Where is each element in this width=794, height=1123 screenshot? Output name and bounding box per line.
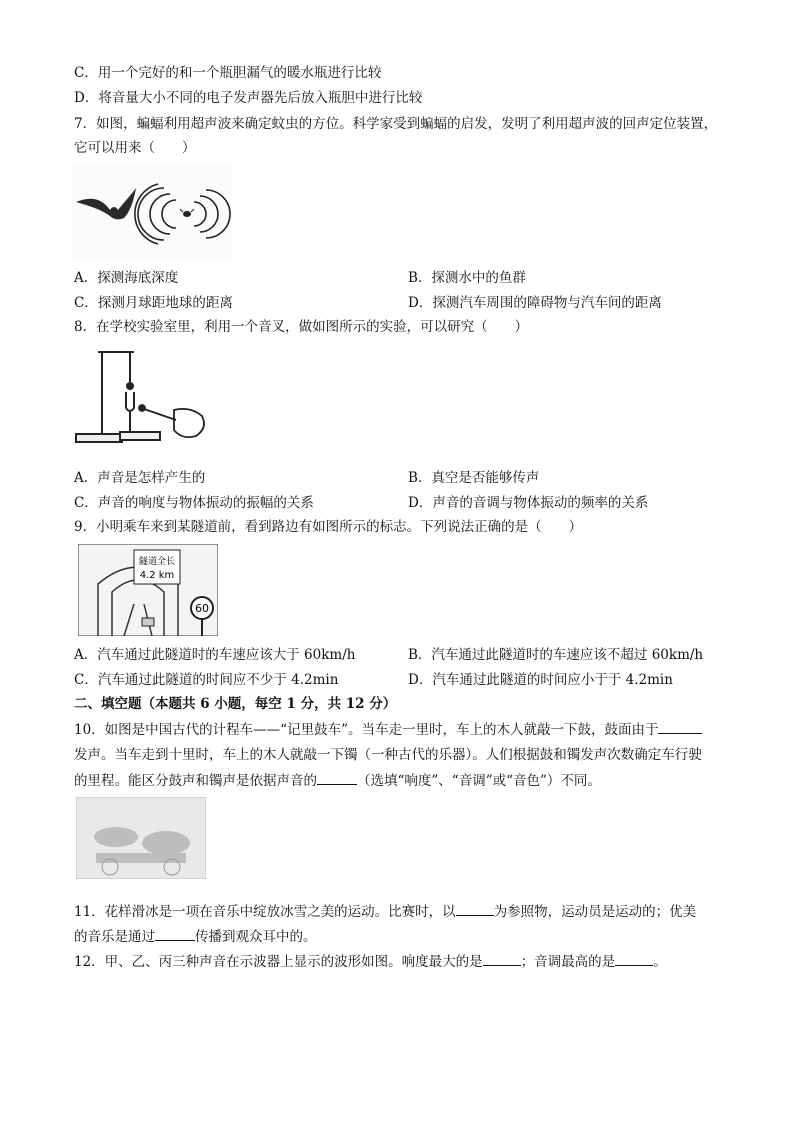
q10-text-c: （选填“响度”、“音调”或“音色”）不同。 (357, 773, 601, 789)
q10-line2: 发声。当车走到十里时，车上的木人就敲一下镯（一种古代的乐器）。人们根据鼓和镯发声次数确定车行驶 (74, 747, 702, 763)
car-icon (142, 618, 154, 626)
tuning-fork-figure (72, 344, 214, 450)
q12-line1 (74, 951, 667, 972)
q11-text-c: 的音乐是通过 (74, 929, 155, 945)
q8-option-d: D．声音的音调与物体振动的频率的关系 (408, 495, 649, 511)
tuning-fork-icon (126, 392, 134, 432)
q11-blank-2[interactable] (155, 926, 195, 941)
drum-cart-figure (76, 797, 206, 879)
q8-option-c: C．声音的响度与物体振动的振幅的关系 (74, 495, 314, 511)
q7-stem-line2: 它可以用来（ ） (74, 140, 196, 156)
q9-option-d: D．汽车通过此隧道的时间应小于于 4.2min (408, 672, 673, 688)
q10-text-a: 10．如图是中国古代的计程车——“记里鼓车”。当车走一里时，车上的木人就敲一下鼓，鼓面由于 (74, 722, 659, 738)
q9-stem: 9．小明乘车来到某隧道前，看到路边有如图所示的标志。下列说法正确的是（ ） (74, 519, 583, 535)
sign-distance: 4.2 km (139, 570, 175, 581)
q7-option-d: D．探测汽车周围的障碍物与汽车间的距离 (408, 295, 662, 311)
q12-text-b: ；音调最高的是 (520, 954, 616, 970)
q10-line3 (74, 770, 601, 791)
q7-stem-line1: 7．如图，蝙蝠利用超声波来确定蚊虫的方位。科学家受到蝙蝠的启发，发明了利用超声波的回声定位装置， (74, 116, 718, 132)
q11-line2 (74, 926, 317, 947)
q9-option-a: A．汽车通过此隧道时的车速应该大于 60km/h (74, 647, 356, 663)
q11-text-a: 11．花样滑冰是一项在音乐中绽放冰雪之美的运动。比赛时，以 (74, 904, 456, 920)
q11-blank-1[interactable] (456, 901, 494, 916)
q12-blank-2[interactable] (615, 951, 653, 966)
q11-line1 (74, 901, 696, 922)
q10-blank-2[interactable] (317, 770, 357, 785)
bat-echolocation-figure (72, 166, 232, 262)
q6-option-c: C．用一个完好的和一个瓶胆漏气的暖水瓶进行比较 (74, 65, 382, 81)
q10-blank-1[interactable] (658, 719, 702, 734)
tunnel-sign-figure (78, 544, 218, 636)
q12-text-c: 。 (653, 954, 667, 970)
q7-option-a: A．探测海底深度 (74, 270, 179, 286)
section-title: 二、填空题（本题共 6 小题，每空 1 分，共 12 分） (74, 696, 397, 712)
q10-text-b: 的里程。能区分鼓声和镯声是依据声音的 (74, 773, 317, 789)
q8-stem: 8．在学校实验室里，利用一个音叉，做如图所示的实验，可以研究（ ） (74, 319, 529, 335)
pendulum-ball-icon (126, 382, 134, 390)
q9-option-b: B．汽车通过此隧道时的车速应该不超过 60km/h (408, 647, 704, 663)
q8-option-a: A．声音是怎样产生的 (74, 470, 206, 486)
q7-option-b: B．探测水中的鱼群 (408, 270, 526, 286)
q7-option-c: C．探测月球距地球的距离 (74, 295, 233, 311)
q9-option-c: C．汽车通过此隧道的时间应不少于 4.2min (74, 672, 339, 688)
q6-option-d: D．将音量大小不同的电子发声器先后放入瓶胆中进行比较 (74, 90, 423, 106)
q11-text-d: 传播到观众耳中的。 (195, 929, 317, 945)
sign-label: 隧道全长 (138, 557, 176, 567)
q11-text-b: 为参照物，运动员是运动的；优美 (493, 904, 697, 920)
speed-limit-value: 60 (195, 602, 209, 615)
q8-option-b: B．真空是否能够传声 (408, 470, 540, 486)
q12-text-a: 12．甲、乙、丙三种声音在示波器上显示的波形如图。响度最大的是 (74, 954, 483, 970)
q12-blank-1[interactable] (483, 951, 521, 966)
q10-line1 (74, 719, 702, 740)
